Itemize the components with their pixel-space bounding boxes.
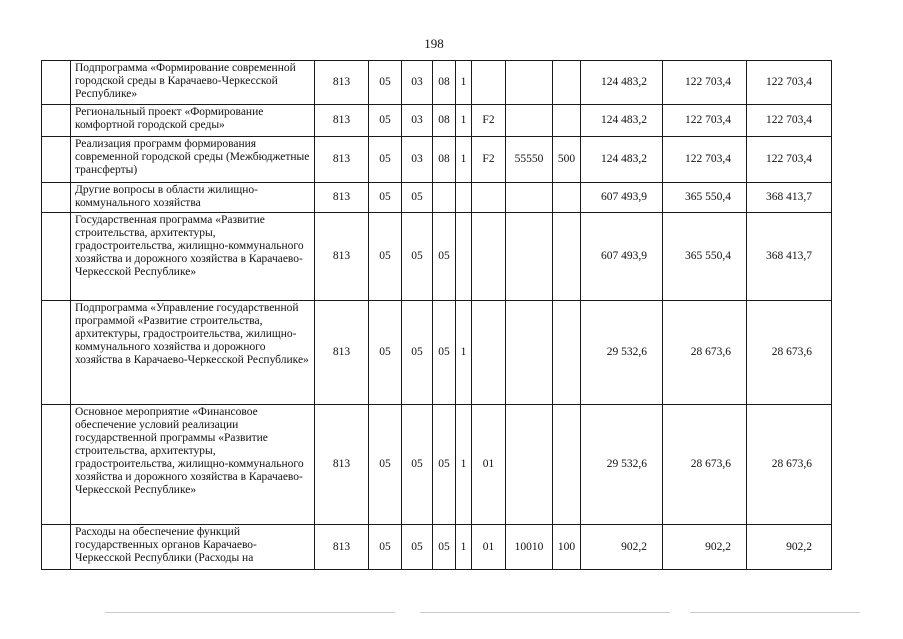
expense-type-cell: [553, 105, 581, 137]
subprogram-code-cell: [456, 213, 472, 301]
expense-type-cell: 500: [553, 137, 581, 183]
scan-artifact-line: [420, 612, 670, 613]
admin-code-cell: 813: [315, 105, 369, 137]
subprogram-code-cell: 1: [456, 301, 472, 405]
row-index-cell: [42, 183, 71, 213]
item-name-cell: Подпрограмма «Формирование современной городской среды в Карачаево-Черкесской Республике»: [71, 61, 315, 105]
direction-code-cell: [472, 183, 506, 213]
subprogram-code-cell: 1: [456, 61, 472, 105]
expense-code-cell: [506, 301, 553, 405]
expense-type-cell: [553, 183, 581, 213]
amount-year2-cell: 122 703,4: [663, 137, 747, 183]
table-row: [42, 213, 832, 301]
section-code-cell: 05: [369, 105, 402, 137]
section-code-cell: 05: [369, 61, 402, 105]
program-code-cell: [433, 183, 456, 213]
section-code-cell: 05: [369, 405, 402, 525]
amount-year1-cell: 29 532,6: [581, 301, 663, 405]
amount-year3-cell: 902,2: [747, 525, 832, 570]
amount-year1-cell: 607 493,9: [581, 213, 663, 301]
subsection-code-cell: 05: [402, 301, 433, 405]
amount-year3-cell: 122 703,4: [747, 61, 832, 105]
program-code-cell: 08: [433, 61, 456, 105]
program-code-cell: 05: [433, 213, 456, 301]
subsection-code-cell: 05: [402, 213, 433, 301]
expense-code-cell: [506, 61, 553, 105]
expense-type-cell: 100: [553, 525, 581, 570]
budget-table-body: [42, 61, 832, 570]
row-index-cell: [42, 301, 71, 405]
item-name-cell: Другие вопросы в области жилищно-коммунального хозяйства: [71, 183, 315, 213]
amount-year1-cell: 124 483,2: [581, 61, 663, 105]
table-row: [42, 137, 832, 183]
table-row: [42, 525, 832, 570]
table-row: [42, 61, 832, 105]
direction-code-cell: [472, 301, 506, 405]
expense-code-cell: 55550: [506, 137, 553, 183]
subsection-code-cell: 03: [402, 137, 433, 183]
direction-code-cell: 01: [472, 405, 506, 525]
budget-table: [41, 60, 832, 570]
amount-year1-cell: 902,2: [581, 525, 663, 570]
amount-year1-cell: 124 483,2: [581, 105, 663, 137]
admin-code-cell: 813: [315, 525, 369, 570]
row-index-cell: [42, 405, 71, 525]
table-row: [42, 301, 832, 405]
row-index-cell: [42, 61, 71, 105]
amount-year3-cell: 28 673,6: [747, 405, 832, 525]
subprogram-code-cell: 1: [456, 525, 472, 570]
section-code-cell: 05: [369, 213, 402, 301]
direction-code-cell: [472, 213, 506, 301]
admin-code-cell: 813: [315, 61, 369, 105]
expense-code-cell: [506, 105, 553, 137]
scan-artifact-line: [105, 612, 395, 613]
subsection-code-cell: 05: [402, 183, 433, 213]
amount-year2-cell: 28 673,6: [663, 301, 747, 405]
program-code-cell: 05: [433, 525, 456, 570]
table-row: [42, 405, 832, 525]
expense-type-cell: [553, 213, 581, 301]
amount-year3-cell: 122 703,4: [747, 105, 832, 137]
expense-code-cell: [506, 213, 553, 301]
amount-year1-cell: 607 493,9: [581, 183, 663, 213]
subprogram-code-cell: 1: [456, 105, 472, 137]
row-index-cell: [42, 525, 71, 570]
amount-year2-cell: 902,2: [663, 525, 747, 570]
amount-year2-cell: 365 550,4: [663, 183, 747, 213]
admin-code-cell: 813: [315, 137, 369, 183]
expense-type-cell: [553, 405, 581, 525]
expense-code-cell: 10010: [506, 525, 553, 570]
amount-year1-cell: 29 532,6: [581, 405, 663, 525]
amount-year3-cell: 122 703,4: [747, 137, 832, 183]
expense-code-cell: [506, 405, 553, 525]
row-index-cell: [42, 137, 71, 183]
subsection-code-cell: 03: [402, 105, 433, 137]
row-index-cell: [42, 105, 71, 137]
item-name-cell: Расходы на обеспечение функций государственных органов Карачаево-Черкесской Республики (Расходы на: [71, 525, 315, 570]
direction-code-cell: F2: [472, 105, 506, 137]
amount-year2-cell: 122 703,4: [663, 61, 747, 105]
expense-type-cell: [553, 301, 581, 405]
program-code-cell: 08: [433, 137, 456, 183]
page-number: 198: [424, 36, 444, 51]
table-row: [42, 105, 832, 137]
subprogram-code-cell: 1: [456, 405, 472, 525]
amount-year3-cell: 368 413,7: [747, 213, 832, 301]
expense-type-cell: [553, 61, 581, 105]
item-name-cell: Основное мероприятие «Финансовое обеспечение условий реализации государственной программы «Развитие строительства, архитектуры, градостроительства, жилищно-коммунального хозяйства и дорожного хозяйства в Карачаево-Черкесской Республике»: [71, 405, 315, 525]
item-name-cell: Региональный проект «Формирование комфортной городской среды»: [71, 105, 315, 137]
amount-year2-cell: 122 703,4: [663, 105, 747, 137]
item-name-cell: Подпрограмма «Управление государственной программой «Развитие строительства, архитектуры, градостроительства, жилищно-коммунального хозяйства и дорожного хозяйства в Карачаево-Черкесской Республике»: [71, 301, 315, 405]
section-code-cell: 05: [369, 137, 402, 183]
subsection-code-cell: 05: [402, 525, 433, 570]
expense-code-cell: [506, 183, 553, 213]
amount-year3-cell: 368 413,7: [747, 183, 832, 213]
item-name-cell: Реализация программ формирования современной городской среды (Межбюджетные трансферты): [71, 137, 315, 183]
row-index-cell: [42, 213, 71, 301]
amount-year3-cell: 28 673,6: [747, 301, 832, 405]
subprogram-code-cell: [456, 183, 472, 213]
amount-year2-cell: 365 550,4: [663, 213, 747, 301]
amount-year2-cell: 28 673,6: [663, 405, 747, 525]
section-code-cell: 05: [369, 301, 402, 405]
subsection-code-cell: 05: [402, 405, 433, 525]
section-code-cell: 05: [369, 525, 402, 570]
subsection-code-cell: 03: [402, 61, 433, 105]
direction-code-cell: F2: [472, 137, 506, 183]
program-code-cell: 05: [433, 301, 456, 405]
table-row: [42, 183, 832, 213]
program-code-cell: 05: [433, 405, 456, 525]
item-name-cell: Государственная программа «Развитие строительства, архитектуры, градостроительства, жилищно-коммунального хозяйства и дорожного хозяйства в Карачаево-Черкесской Республике»: [71, 213, 315, 301]
scan-artifact-line: [690, 612, 860, 613]
section-code-cell: 05: [369, 183, 402, 213]
direction-code-cell: 01: [472, 525, 506, 570]
admin-code-cell: 813: [315, 301, 369, 405]
admin-code-cell: 813: [315, 183, 369, 213]
direction-code-cell: [472, 61, 506, 105]
subprogram-code-cell: 1: [456, 137, 472, 183]
admin-code-cell: 813: [315, 405, 369, 525]
program-code-cell: 08: [433, 105, 456, 137]
admin-code-cell: 813: [315, 213, 369, 301]
amount-year1-cell: 124 483,2: [581, 137, 663, 183]
